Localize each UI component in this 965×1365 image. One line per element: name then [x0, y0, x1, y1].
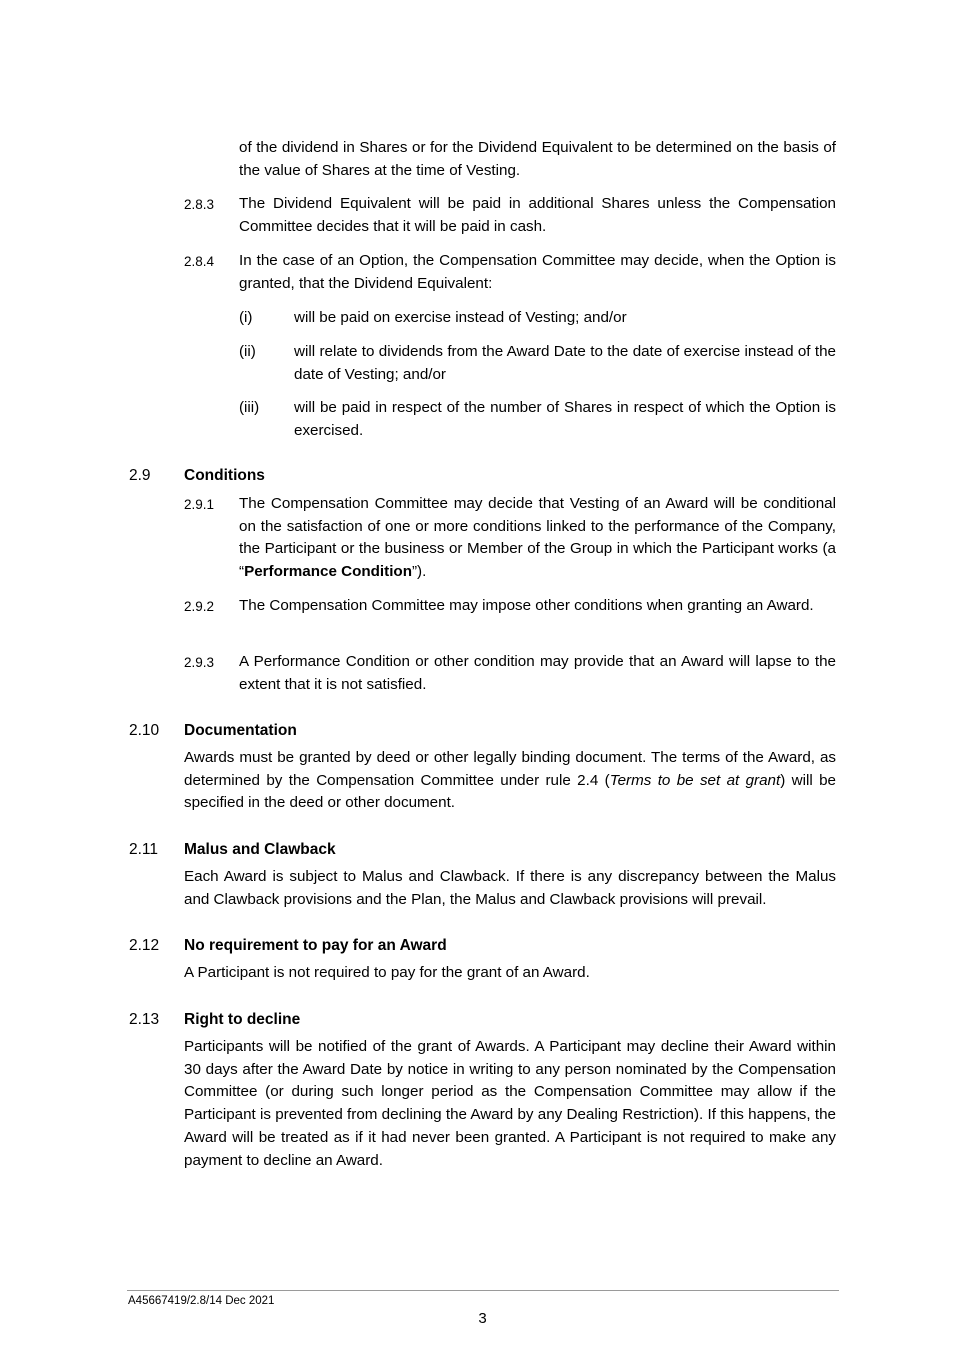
section-2-10-text: [184, 747, 836, 815]
section-number: 2.10: [129, 722, 160, 739]
section-2-11-text: Each Award is subject to Malus and Clawback. If there is any discrepancy between the Malus and Clawback provisions and the Plan, the Malus and Clawback provisions will prevail.: [184, 868, 836, 908]
clause-text: The Compensation Committee may decide that Vesting of an Award will be conditional on the satisfaction of one or more conditions linked to the performance of the Company, the Participant or the business or Member of the Group in which the Participant works (a “: [239, 495, 836, 581]
list-item-number: (i): [239, 309, 253, 326]
document-reference: A45667419/2.8/14 Dec 2021: [128, 1295, 275, 1307]
section-heading: No requirement to pay for an Award: [184, 937, 447, 954]
list-item-number: (ii): [239, 343, 256, 360]
clause-2-8-4-text: In the case of an Option, the Compensation Committee may decide, when the Option is granted, that the Dividend Equivalent:: [239, 252, 836, 292]
clause-number: 2.9.1: [184, 497, 215, 512]
section-heading: Documentation: [184, 722, 297, 739]
section-number: 2.11: [129, 841, 159, 858]
section-heading: Conditions: [184, 467, 265, 484]
clause-number: 2.9.2: [184, 599, 215, 614]
section-number: 2.9: [129, 467, 151, 484]
defined-term: Performance Condition: [244, 563, 412, 581]
clause-number: 2.8.4: [184, 254, 215, 269]
section-2-12-text: A Participant is not required to pay for the grant of an Award.: [184, 964, 590, 981]
list-item-number: (iii): [239, 399, 260, 416]
rule-reference: Terms to be set at grant: [609, 771, 781, 789]
section-2-13-text: Participants will be notified of the grant of Awards. A Participant may decline their Award within 30 days after the Award Date by notice in writing to any person nominated by the Compensation Committee (or during such longer period as the Compensation Committee may allow if the Participant is prevented from declining the Award by any Dealing Restriction). If this happens, the Award will be treated as if it had never been granted. A Participant is not required to make any payment to decline an Award.: [184, 1038, 836, 1169]
list-item-text: will relate to dividends from the Award Date to the date of exercise instead of the date of Vesting; and/or: [294, 343, 836, 383]
clause-number: 2.9.3: [184, 655, 215, 670]
clause-number: 2.8.3: [184, 197, 215, 212]
footer-divider: [127, 1290, 839, 1291]
section-heading: Right to decline: [184, 1011, 301, 1028]
page-number: 3: [478, 1310, 487, 1327]
section-number: 2.13: [129, 1011, 160, 1028]
list-item-text: will be paid in respect of the number of Shares in respect of which the Option is exercised.: [294, 399, 836, 439]
clause-2-8-3-text: The Dividend Equivalent will be paid in additional Shares unless the Compensation Committee decides that it will be paid in cash.: [239, 195, 836, 235]
clause-2-8-continuation: of the dividend in Shares or for the Dividend Equivalent to be determined on the basis of the value of Shares at the time of Vesting.: [239, 139, 836, 179]
clause-2-9-3-text: A Performance Condition or other condition may provide that an Award will lapse to the extent that it is not satisfied.: [239, 653, 836, 693]
clause-2-9-2-text: The Compensation Committee may impose other conditions when granting an Award.: [239, 597, 814, 614]
clause-text: ”).: [412, 563, 427, 581]
section-text: Awards must be granted by deed or other legally binding document. The terms of the Award, as determined by the Compensation Committee under rule 2.4 (: [184, 749, 836, 789]
section-number: 2.12: [129, 937, 160, 954]
list-item-text: will be paid on exercise instead of Vesting; and/or: [294, 309, 627, 326]
clause-2-9-1-text: [239, 493, 836, 584]
section-heading: Malus and Clawback: [184, 841, 336, 858]
section-text: ) will be specified in the deed or other document.: [184, 771, 836, 812]
